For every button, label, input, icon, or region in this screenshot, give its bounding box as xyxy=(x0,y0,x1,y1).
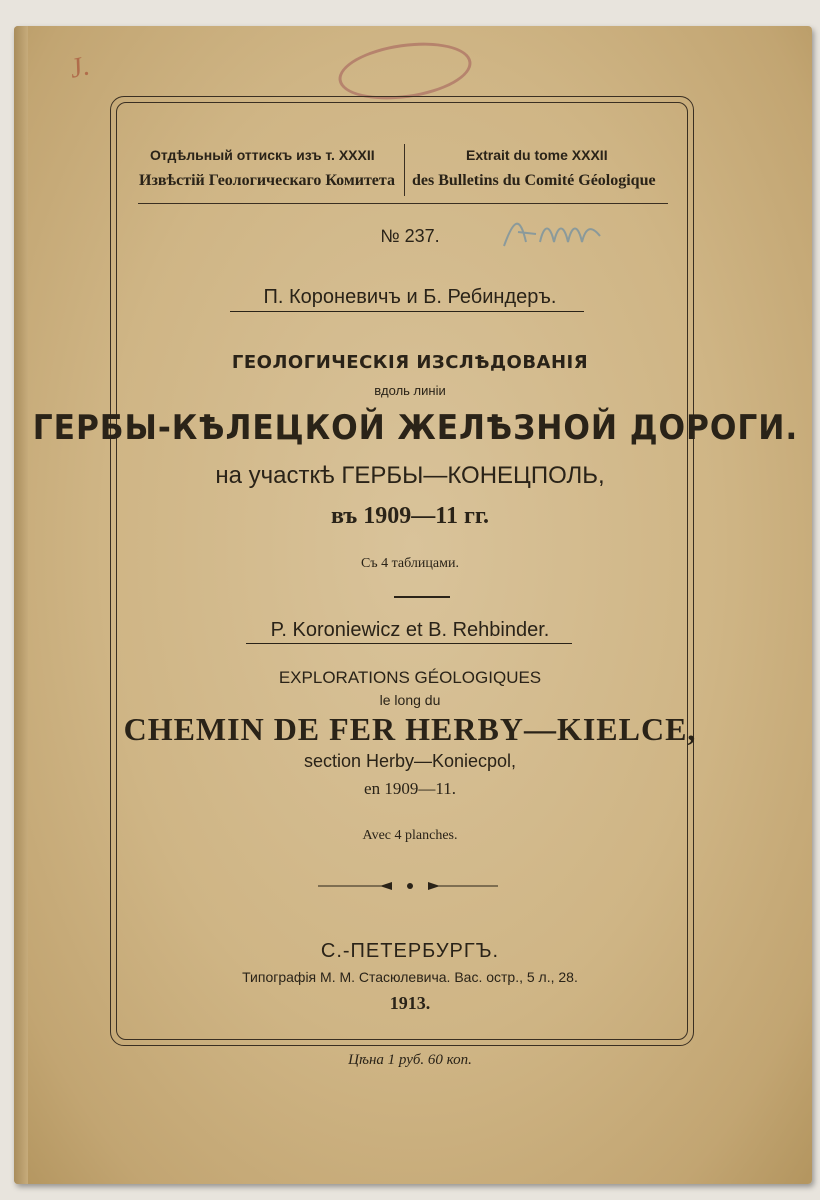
ornament-divider xyxy=(0,878,820,894)
authors-fr-underline xyxy=(246,643,572,644)
header-divider xyxy=(404,144,405,196)
imprint-city: С.-ПЕТЕРБУРГЪ. xyxy=(320,940,500,962)
header-fr-line1: Extrait du tome XXXII xyxy=(466,147,608,163)
title-ru-main: ГЕРБЫ-КѢЛЕЦКОЙ ЖЕЛѢЗНОЙ ДОРОГИ. xyxy=(32,408,799,448)
authors-ru: П. Короневичъ и Б. Ребиндеръ. xyxy=(263,286,557,308)
section-divider xyxy=(394,596,450,598)
imprint-year: 1913. xyxy=(389,993,431,1013)
imprint-printer: Типографія М. М. Стасюлевича. Вас. остр., 5 л., 28. xyxy=(242,969,578,985)
header-ru-line2: Извѣстій Геологическаго Комитета xyxy=(139,172,395,189)
header-fr-line2: des Bulletins du Comité Géologique xyxy=(412,172,656,189)
plates-note-fr: Avec 4 planches. xyxy=(362,828,458,843)
header-rule xyxy=(138,203,668,204)
title-ru-line2: вдоль линіи xyxy=(374,383,446,398)
years-ru: въ 1909—11 гг. xyxy=(330,503,490,529)
title-fr-section: section Herby—Koniecpol, xyxy=(303,751,517,771)
title-fr-line1: EXPLORATIONS GÉOLOGIQUES xyxy=(278,668,542,687)
header-ru-line1: Отдѣльный оттискъ изъ т. XXXII xyxy=(150,147,375,163)
title-ru-section: на участкѣ ГЕРБЫ—КОНЕЦПОЛЬ, xyxy=(215,462,605,489)
years-fr: en 1909—11. xyxy=(364,779,456,798)
title-ru-line1: ГЕОЛОГИЧЕСКІЯ ИЗСЛѢДОВАНІЯ xyxy=(231,352,589,373)
authors-fr: P. Koroniewicz et B. Rehbinder. xyxy=(270,619,550,641)
handwritten-note: J. xyxy=(66,50,93,85)
tables-note-ru: Съ 4 таблицами. xyxy=(361,556,459,571)
price: Цѣна 1 руб. 60 коп. xyxy=(348,1052,472,1068)
issue-number: № 237. xyxy=(380,226,440,246)
title-fr-main: CHEMIN DE FER HERBY—KIELCE, xyxy=(123,711,697,747)
authors-ru-underline xyxy=(230,311,584,312)
title-fr-line2: le long du xyxy=(379,692,441,708)
